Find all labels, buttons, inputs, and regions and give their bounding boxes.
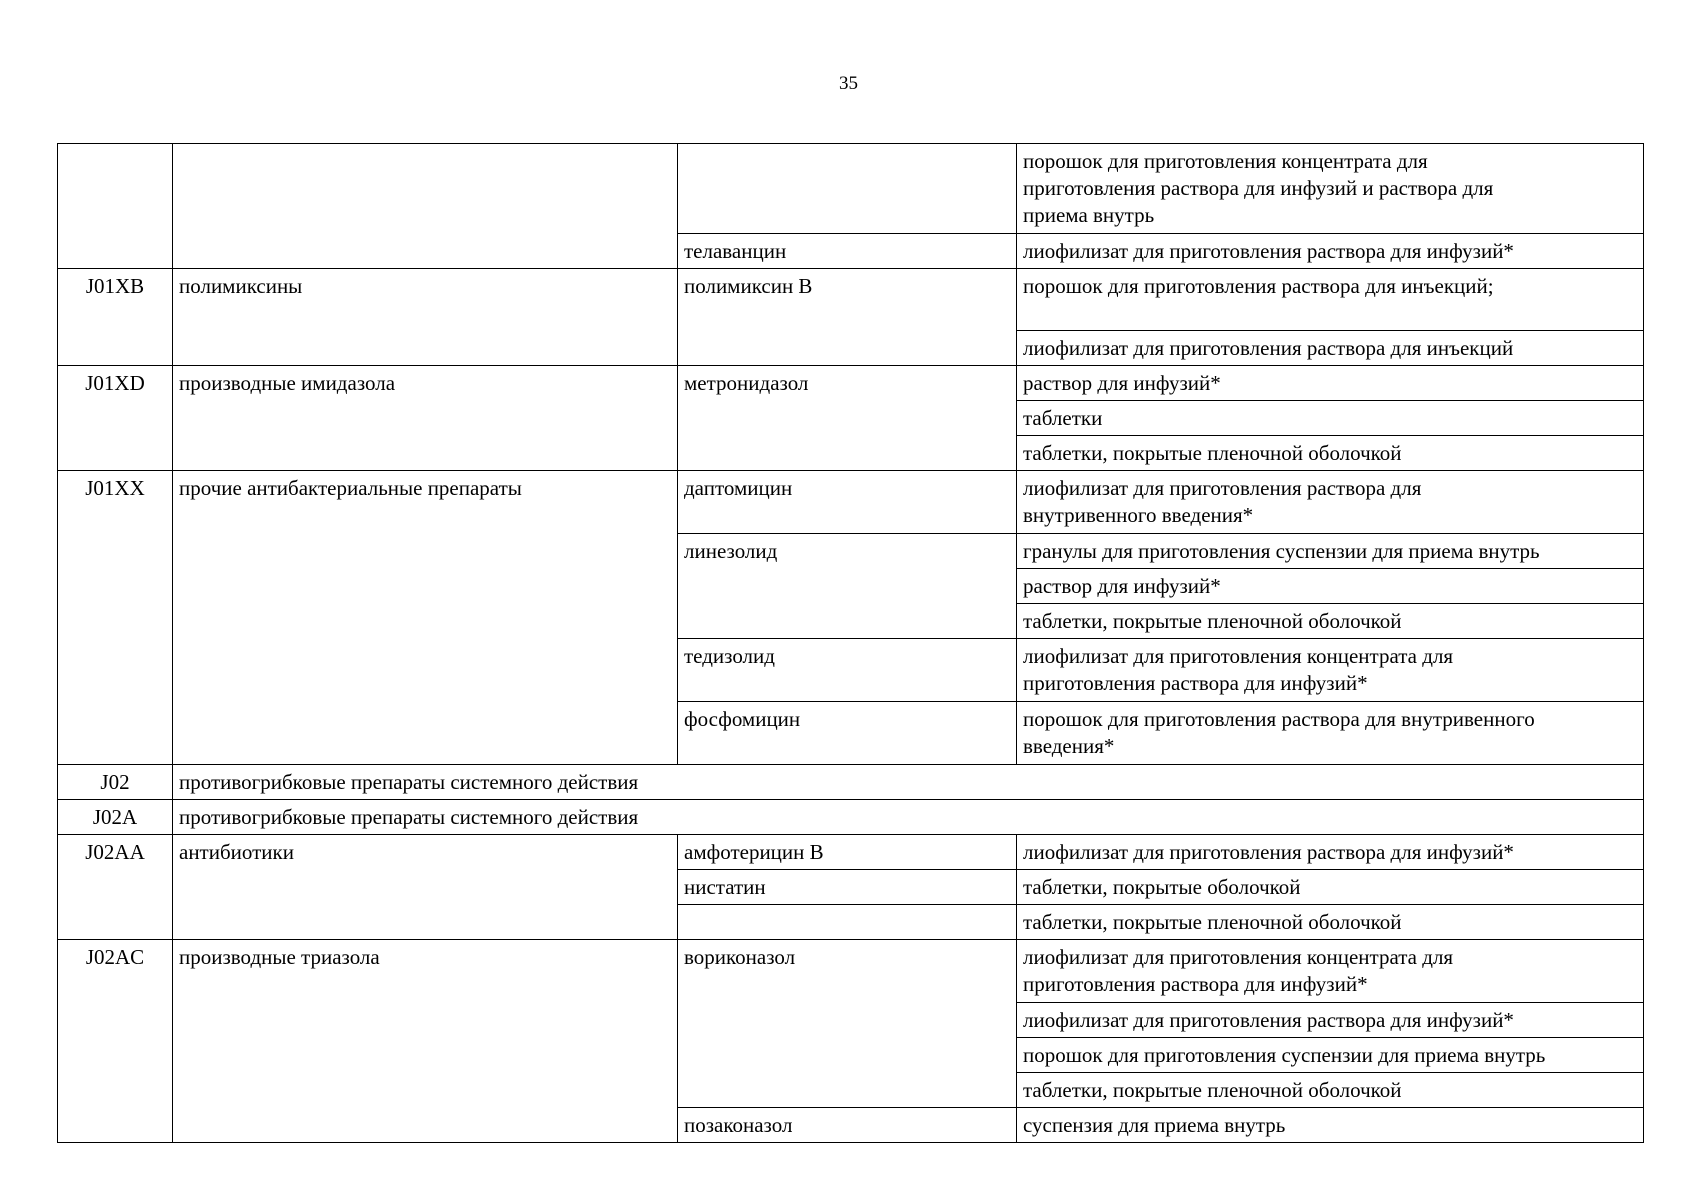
dosage-form-cell: таблетки, покрытые пленочной оболочкой <box>1017 604 1644 639</box>
dosage-form-cell: таблетки, покрытые пленочной оболочкой <box>1017 905 1644 940</box>
dosage-form-cell: таблетки, покрытые оболочкой <box>1017 870 1644 905</box>
dosage-form-cell: гранулы для приготовления суспензии для приема внутрь <box>1017 534 1644 569</box>
medication-table <box>57 143 1644 1143</box>
atc-code-cell: J02 <box>58 765 173 800</box>
dosage-form-cell: суспензия для приема внутрь <box>1017 1108 1644 1143</box>
drug-cell: фосфомицин <box>678 702 1017 765</box>
table-row <box>58 269 1644 331</box>
table-row <box>58 471 1644 534</box>
group-cell: антибиотики <box>173 835 678 940</box>
group-cell: противогрибковые препараты системного действия <box>173 800 1644 835</box>
group-cell: прочие антибактериальные препараты <box>173 471 678 765</box>
dosage-form-cell: лиофилизат для приготовления раствора для инъекций <box>1017 331 1644 366</box>
dosage-form-cell: порошок для приготовления суспензии для приема внутрь <box>1017 1038 1644 1073</box>
drug-cell: позаконазол <box>678 1108 1017 1143</box>
dosage-form-cell: раствор для инфузий* <box>1017 366 1644 401</box>
atc-code-cell: J02A <box>58 800 173 835</box>
drug-cell: тедизолид <box>678 639 1017 702</box>
atc-code-cell: J01XB <box>58 269 173 366</box>
table-row <box>58 366 1644 401</box>
dosage-form-cell: лиофилизат для приготовления раствора для инфузий* <box>1017 234 1644 269</box>
table-row <box>58 835 1644 870</box>
drug-cell: вориконазол <box>678 940 1017 1108</box>
dosage-form-cell: порошок для приготовления концентрата для приготовления раствора для инфузий и раствора для приема внутрь <box>1017 144 1644 234</box>
table-row <box>58 144 1644 234</box>
group-cell: производные имидазола <box>173 366 678 471</box>
drug-cell: даптомицин <box>678 471 1017 534</box>
dosage-form-cell: лиофилизат для приготовления концентрата для приготовления раствора для инфузий* <box>1017 639 1644 702</box>
table-row <box>58 765 1644 800</box>
table-row <box>58 940 1644 1003</box>
dosage-form-cell: порошок для приготовления раствора для инъекций; <box>1017 269 1644 331</box>
dosage-form-cell: таблетки <box>1017 401 1644 436</box>
drug-cell: метронидазол <box>678 366 1017 471</box>
dosage-form-cell: таблетки, покрытые пленочной оболочкой <box>1017 436 1644 471</box>
table-row <box>58 800 1644 835</box>
dosage-form-cell: таблетки, покрытые пленочной оболочкой <box>1017 1073 1644 1108</box>
dosage-form-cell: лиофилизат для приготовления раствора для инфузий* <box>1017 835 1644 870</box>
atc-code-cell <box>58 144 173 269</box>
group-cell: полимиксины <box>173 269 678 366</box>
drug-cell: линезолид <box>678 534 1017 639</box>
dosage-form-cell: порошок для приготовления раствора для внутривенного введения* <box>1017 702 1644 765</box>
group-cell <box>173 144 678 269</box>
dosage-form-cell: лиофилизат для приготовления раствора для внутривенного введения* <box>1017 471 1644 534</box>
dosage-form-cell: раствор для инфузий* <box>1017 569 1644 604</box>
group-cell: противогрибковые препараты системного действия <box>173 765 1644 800</box>
page-number: 35 <box>839 73 858 94</box>
atc-code-cell: J01XX <box>58 471 173 765</box>
group-cell: производные триазола <box>173 940 678 1143</box>
dosage-form-cell: лиофилизат для приготовления раствора для инфузий* <box>1017 1003 1644 1038</box>
drug-cell: полимиксин B <box>678 269 1017 366</box>
atc-code-cell: J02AA <box>58 835 173 940</box>
drug-cell: телаванцин <box>678 234 1017 269</box>
drug-cell: амфотерицин B <box>678 835 1017 870</box>
drug-cell: нистатин <box>678 870 1017 905</box>
dosage-form-cell: лиофилизат для приготовления концентрата для приготовления раствора для инфузий* <box>1017 940 1644 1003</box>
atc-code-cell: J02AC <box>58 940 173 1143</box>
atc-code-cell: J01XD <box>58 366 173 471</box>
drug-cell <box>678 144 1017 234</box>
drug-cell <box>678 905 1017 940</box>
